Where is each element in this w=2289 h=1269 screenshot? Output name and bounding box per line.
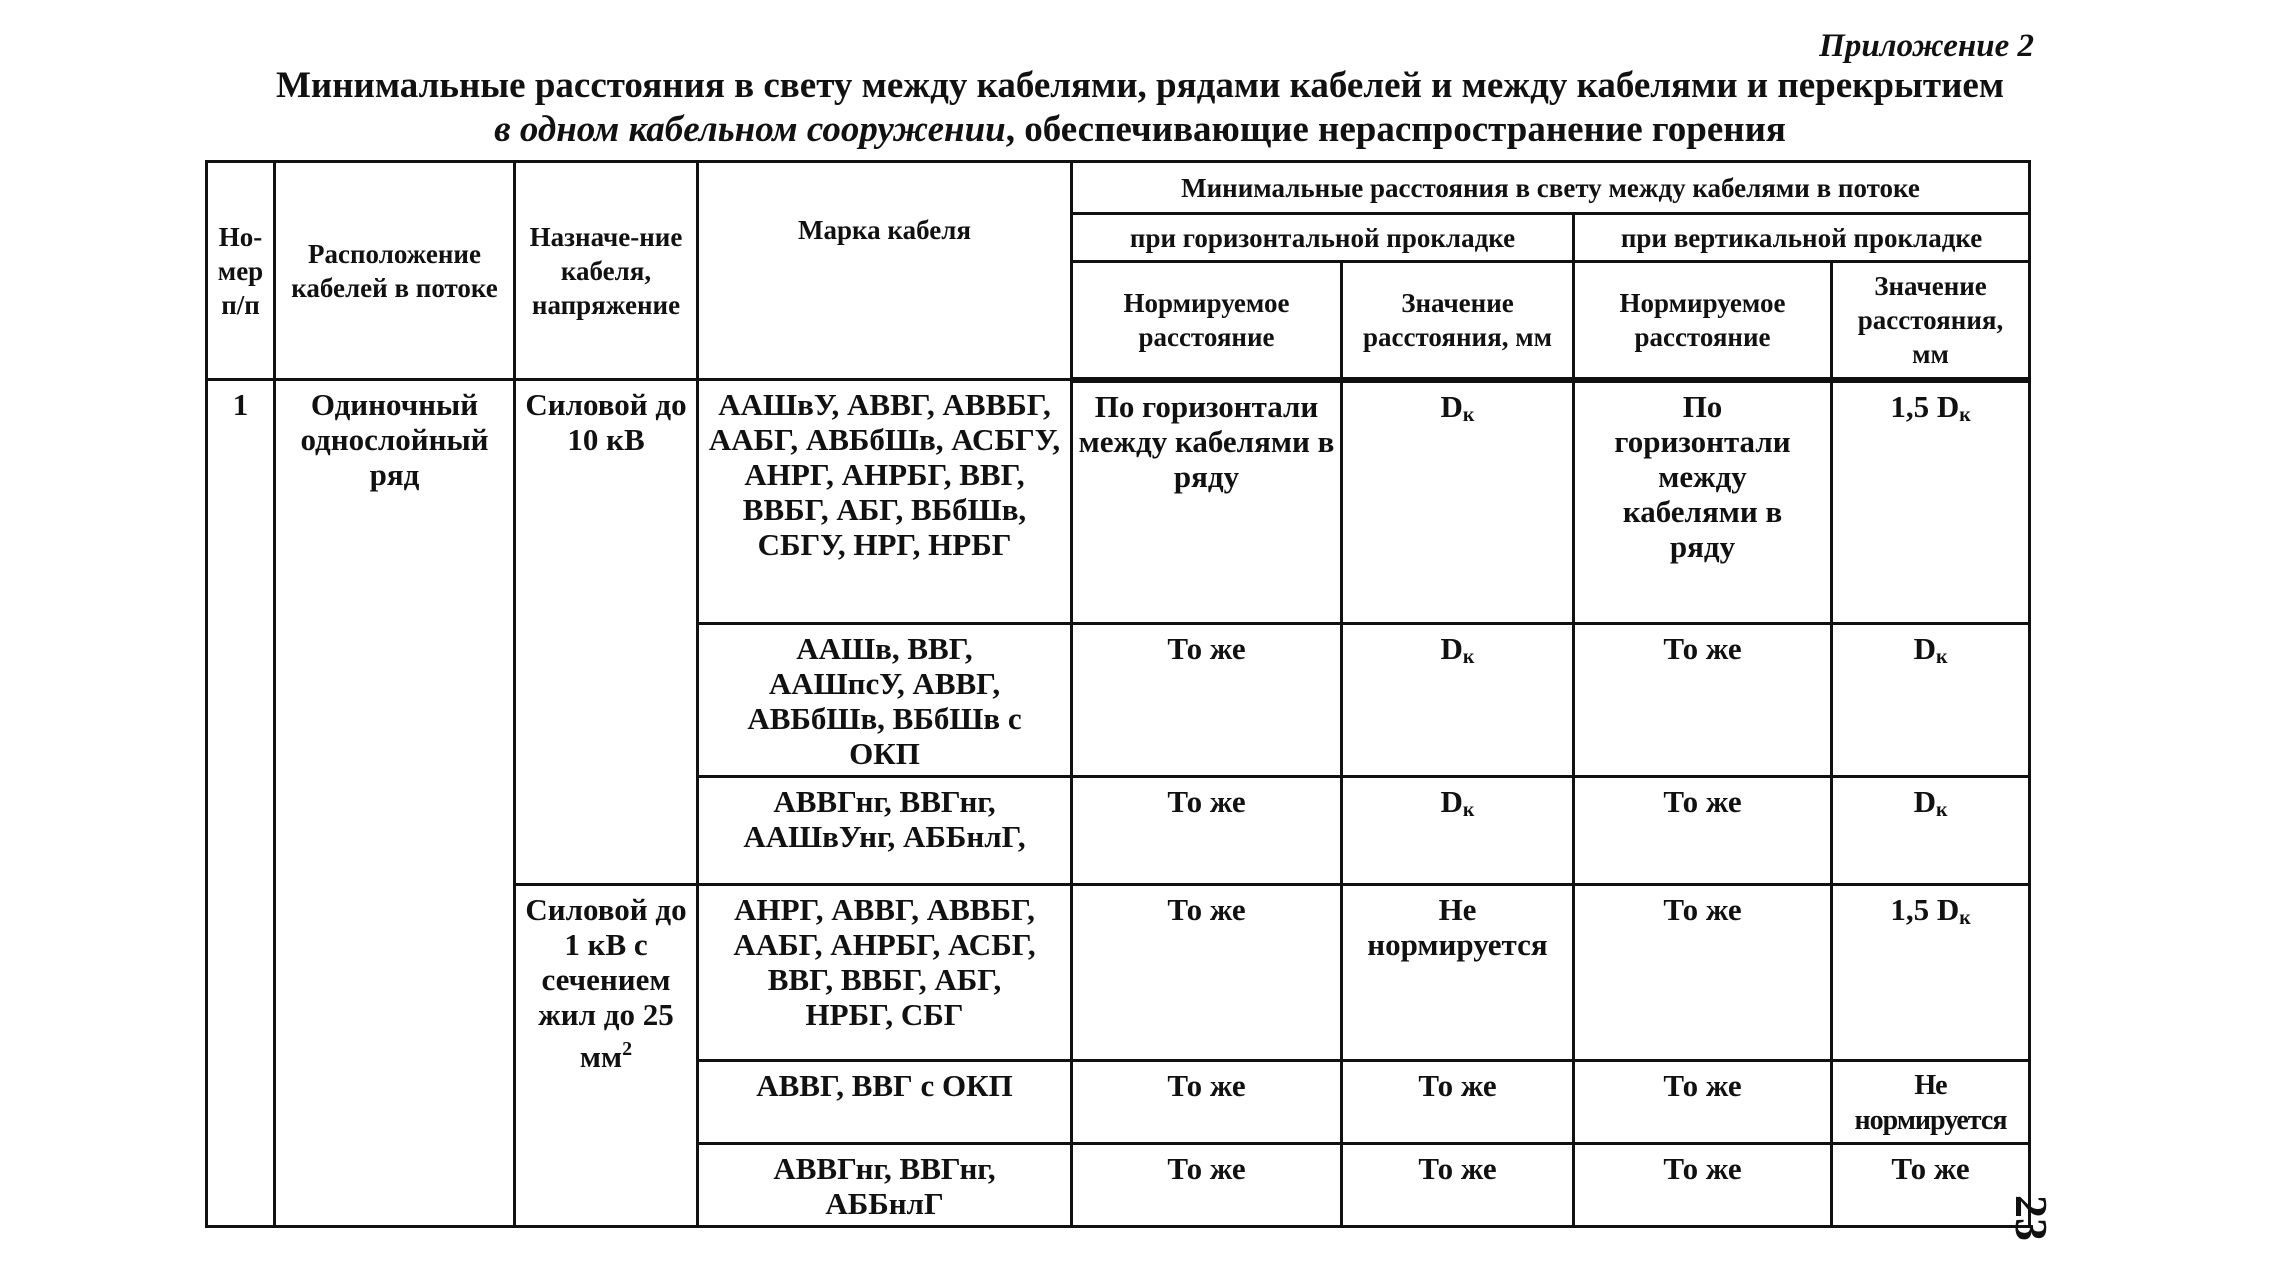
purpose-cell-1: Силовой до 10 кВ — [515, 380, 698, 885]
d-symbol: D — [1913, 784, 1936, 819]
value-h-cell: То же — [1342, 1144, 1574, 1227]
k-subscript: к — [1462, 403, 1475, 426]
header-value-h: Значение расстояния, мм — [1342, 262, 1574, 380]
d-symbol: D — [1913, 631, 1936, 666]
k-subscript: к — [1935, 646, 1948, 668]
brand-cell: ААШвУ, АВВГ, АВВБГ, ААБГ, АВБбШв, АСБГУ, АНРГ, АНРБГ, ВВГ, ВВБГ, АБГ, ВБбШв, СБГУ, НРГ, НРБГ — [698, 380, 1072, 624]
norm-h-cell: То же — [1072, 1144, 1342, 1227]
brand-cell: ААШв, ВВГ, ААШпсУ, АВВГ, АВБбШв, ВБбШв с ОКП — [698, 624, 1072, 777]
header-number: Но-мер п/п — [207, 162, 275, 380]
row-number: 1 — [207, 380, 275, 1227]
factor-prefix: 1,5 — [1890, 892, 1937, 927]
title-rest-part: , обеспечивающие нераспространение горения — [1005, 109, 1786, 150]
purpose-2-text: Силовой до 1 кВ с сечением жил до 25 мм — [525, 892, 687, 1074]
norm-v-cell: То же — [1574, 1144, 1832, 1227]
d-symbol: D — [1936, 388, 1960, 424]
appendix-label: Приложение 2 — [1819, 28, 2034, 64]
k-subscript: к — [1462, 799, 1475, 821]
title-line-2 — [200, 108, 2080, 152]
purpose-cell-2 — [515, 885, 698, 1227]
d-symbol: D — [1440, 388, 1463, 424]
header-brand: Марка кабеля — [698, 162, 1072, 380]
value-v-cell — [1832, 380, 2030, 624]
header-min-distance: Минимальные расстояния в свету между кабелями в потоке — [1072, 162, 2030, 214]
norm-h-cell: То же — [1072, 1061, 1342, 1144]
header-norm-v: Нормируемое расстояние — [1574, 262, 1832, 380]
value-v-cell: Не нормируется — [1832, 1061, 2030, 1144]
header-norm-h: Нормируемое расстояние — [1072, 262, 1342, 380]
value-h-cell — [1342, 777, 1574, 885]
page-number: 23 — [2006, 1195, 2057, 1241]
d-symbol: D — [1936, 892, 1960, 927]
header-horizontal: при горизонтальной прокладке — [1072, 214, 1574, 262]
title-italic-part: в одном кабельном сооружении — [494, 109, 1006, 150]
factor-prefix: 1,5 — [1890, 388, 1937, 424]
norm-h-cell: То же — [1072, 777, 1342, 885]
purpose-2-superscript: 2 — [622, 1038, 633, 1060]
value-v-cell — [1832, 885, 2030, 1061]
brand-cell: АНРГ, АВВГ, АВВБГ, ААБГ, АНРБГ, АСБГ, ВВГ, ВВБГ, АБГ, НРБГ, СБГ — [698, 885, 1072, 1061]
value-v-cell — [1832, 777, 2030, 885]
norm-v-cell: То же — [1574, 885, 1832, 1061]
brand-cell: АВВГнг, ВВГнг, АББнлГ — [698, 1144, 1072, 1227]
k-subscript: к — [1935, 799, 1948, 821]
norm-v-cell: То же — [1574, 1061, 1832, 1144]
value-v-cell — [1832, 624, 2030, 777]
title-line-1: Минимальные расстояния в свету между кабелями, рядами кабелей и между кабелями и перекрытием — [275, 65, 2005, 106]
norm-h-cell: То же — [1072, 885, 1342, 1061]
header-purpose: Назначе-ние кабеля, напряжение — [515, 162, 698, 380]
value-v-cell: То же — [1832, 1144, 2030, 1227]
norm-v-cell: То же — [1574, 777, 1832, 885]
cable-distance-table — [205, 160, 2031, 1228]
value-h-cell — [1342, 624, 1574, 777]
brand-cell: АВВГ, ВВГ с ОКП — [698, 1061, 1072, 1144]
header-location: Расположение кабелей в потоке — [275, 162, 515, 380]
header-vertical: при вертикальной прокладке — [1574, 214, 2030, 262]
header-value-v: Значение расстояния, мм — [1832, 262, 2030, 380]
norm-v-cell: По горизонтали между кабелями в ряду — [1574, 380, 1832, 624]
d-symbol: D — [1440, 784, 1463, 819]
norm-v-cell: То же — [1574, 624, 1832, 777]
brand-cell: АВВГнг, ВВГнг, ААШвУнг, АББнлГ, — [698, 777, 1072, 885]
k-subscript: к — [1959, 907, 1971, 929]
k-subscript: к — [1959, 403, 1971, 426]
value-h-cell: То же — [1342, 1061, 1574, 1144]
page-title — [200, 64, 2080, 152]
d-symbol: D — [1440, 631, 1463, 666]
norm-h-cell: По горизонтали между кабелями в ряду — [1072, 380, 1342, 624]
norm-h-cell: То же — [1072, 624, 1342, 777]
value-h-cell — [1342, 380, 1574, 624]
k-subscript: к — [1462, 646, 1475, 668]
location-cell: Одиночный однослойный ряд — [275, 380, 515, 1227]
value-h-cell: Не нормируется — [1342, 885, 1574, 1061]
table-row — [207, 380, 2030, 624]
